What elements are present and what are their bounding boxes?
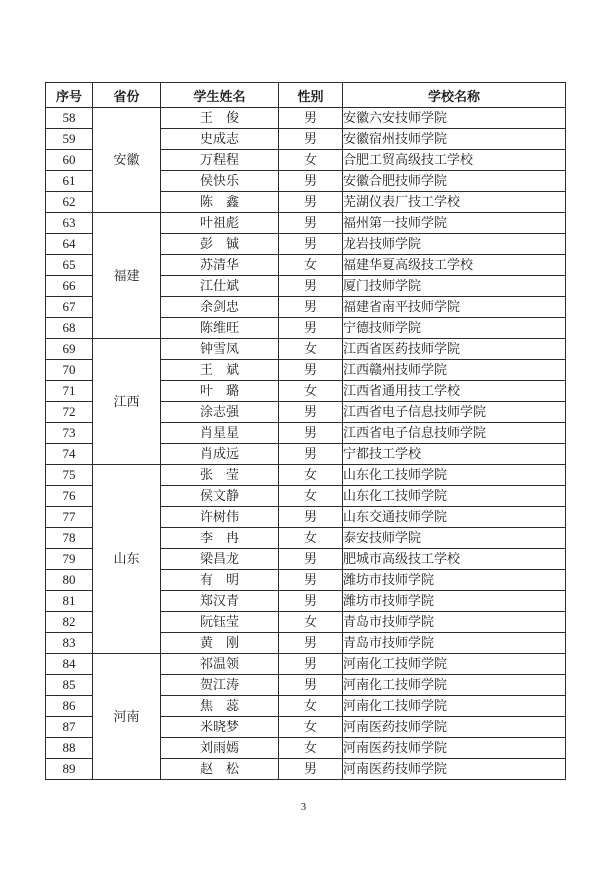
- student-name-cell: 梁昌龙: [161, 549, 279, 570]
- student-name-cell: 叶 璐: [161, 381, 279, 402]
- student-name-cell: 苏清华: [161, 255, 279, 276]
- province-cell: 山东: [93, 465, 161, 654]
- gender-cell: 男: [279, 507, 343, 528]
- school-name-cell: 河南化工技师学院: [343, 696, 566, 717]
- serial-number-cell: 61: [46, 171, 93, 192]
- gender-cell: 男: [279, 276, 343, 297]
- serial-number-cell: 65: [46, 255, 93, 276]
- serial-number-cell: 86: [46, 696, 93, 717]
- student-name-cell: 米晓梦: [161, 717, 279, 738]
- student-name-cell: 涂志强: [161, 402, 279, 423]
- school-name-cell: 潍坊市技师学院: [343, 591, 566, 612]
- school-name-cell: 河南医药技师学院: [343, 738, 566, 759]
- student-name-cell: 张 莹: [161, 465, 279, 486]
- gender-cell: 男: [279, 444, 343, 465]
- table-row: [46, 465, 566, 486]
- school-name-cell: 河南医药技师学院: [343, 759, 566, 780]
- school-name-cell: 江西省通用技工学校: [343, 381, 566, 402]
- student-name-cell: 江仕斌: [161, 276, 279, 297]
- serial-number-cell: 80: [46, 570, 93, 591]
- gender-cell: 男: [279, 213, 343, 234]
- table-row: [46, 213, 566, 234]
- gender-cell: 女: [279, 486, 343, 507]
- gender-cell: 女: [279, 339, 343, 360]
- school-name-cell: 福州第一技师学院: [343, 213, 566, 234]
- gender-cell: 男: [279, 234, 343, 255]
- school-name-cell: 江西省电子信息技师学院: [343, 402, 566, 423]
- gender-cell: 女: [279, 255, 343, 276]
- gender-cell: 男: [279, 654, 343, 675]
- serial-number-cell: 75: [46, 465, 93, 486]
- school-name-cell: 江西省电子信息技师学院: [343, 423, 566, 444]
- serial-number-cell: 59: [46, 129, 93, 150]
- student-name-cell: 贺江涛: [161, 675, 279, 696]
- roster-body: [46, 108, 566, 780]
- school-name-cell: 河南医药技师学院: [343, 717, 566, 738]
- student-name-cell: 郑汉青: [161, 591, 279, 612]
- student-name-cell: 李 冉: [161, 528, 279, 549]
- student-name-cell: 史成志: [161, 129, 279, 150]
- gender-cell: 男: [279, 192, 343, 213]
- school-name-cell: 福建华夏高级技工学校: [343, 255, 566, 276]
- school-name-cell: 福建省南平技师学院: [343, 297, 566, 318]
- serial-number-cell: 60: [46, 150, 93, 171]
- header-serial-number: 序号: [46, 83, 93, 108]
- student-name-cell: 钟雪凤: [161, 339, 279, 360]
- header-row: [46, 83, 566, 108]
- school-name-cell: 龙岩技师学院: [343, 234, 566, 255]
- gender-cell: 男: [279, 423, 343, 444]
- serial-number-cell: 63: [46, 213, 93, 234]
- student-name-cell: 阮钰莹: [161, 612, 279, 633]
- student-name-cell: 赵 松: [161, 759, 279, 780]
- header-gender: 性别: [279, 83, 343, 108]
- gender-cell: 女: [279, 738, 343, 759]
- gender-cell: 女: [279, 717, 343, 738]
- school-name-cell: 江西省医药技师学院: [343, 339, 566, 360]
- gender-cell: 男: [279, 129, 343, 150]
- header-school-name: 学校名称: [343, 83, 566, 108]
- school-name-cell: 安徽宿州技师学院: [343, 129, 566, 150]
- school-name-cell: 潍坊市技师学院: [343, 570, 566, 591]
- gender-cell: 女: [279, 612, 343, 633]
- gender-cell: 男: [279, 360, 343, 381]
- student-name-cell: 肖成远: [161, 444, 279, 465]
- serial-number-cell: 89: [46, 759, 93, 780]
- student-name-cell: 余剑忠: [161, 297, 279, 318]
- gender-cell: 女: [279, 150, 343, 171]
- serial-number-cell: 82: [46, 612, 93, 633]
- school-name-cell: 青岛市技师学院: [343, 612, 566, 633]
- gender-cell: 男: [279, 549, 343, 570]
- serial-number-cell: 83: [46, 633, 93, 654]
- gender-cell: 女: [279, 528, 343, 549]
- serial-number-cell: 69: [46, 339, 93, 360]
- school-name-cell: 厦门技师学院: [343, 276, 566, 297]
- serial-number-cell: 66: [46, 276, 93, 297]
- header-student-name: 学生姓名: [161, 83, 279, 108]
- serial-number-cell: 81: [46, 591, 93, 612]
- student-name-cell: 祁温领: [161, 654, 279, 675]
- gender-cell: 女: [279, 465, 343, 486]
- school-name-cell: 山东化工技师学院: [343, 486, 566, 507]
- student-name-cell: 叶祖彪: [161, 213, 279, 234]
- header-province: 省份: [93, 83, 161, 108]
- serial-number-cell: 76: [46, 486, 93, 507]
- serial-number-cell: 64: [46, 234, 93, 255]
- gender-cell: 男: [279, 675, 343, 696]
- gender-cell: 女: [279, 696, 343, 717]
- student-name-cell: 焦 蕊: [161, 696, 279, 717]
- student-name-cell: 陈维旺: [161, 318, 279, 339]
- school-name-cell: 河南化工技师学院: [343, 675, 566, 696]
- school-name-cell: 合肥工贸高级技工学校: [343, 150, 566, 171]
- gender-cell: 男: [279, 633, 343, 654]
- serial-number-cell: 78: [46, 528, 93, 549]
- serial-number-cell: 58: [46, 108, 93, 129]
- serial-number-cell: 84: [46, 654, 93, 675]
- school-name-cell: 宁都技工学校: [343, 444, 566, 465]
- student-name-cell: 陈 鑫: [161, 192, 279, 213]
- province-cell: 安徽: [93, 108, 161, 213]
- student-name-cell: 侯文静: [161, 486, 279, 507]
- student-name-cell: 黄 刚: [161, 633, 279, 654]
- school-name-cell: 安徽六安技师学院: [343, 108, 566, 129]
- serial-number-cell: 72: [46, 402, 93, 423]
- student-name-cell: 万程程: [161, 150, 279, 171]
- school-name-cell: 芜湖仪表厂技工学校: [343, 192, 566, 213]
- school-name-cell: 河南化工技师学院: [343, 654, 566, 675]
- province-cell: 福建: [93, 213, 161, 339]
- gender-cell: 男: [279, 171, 343, 192]
- student-name-cell: 刘雨嫣: [161, 738, 279, 759]
- student-name-cell: 有 明: [161, 570, 279, 591]
- serial-number-cell: 87: [46, 717, 93, 738]
- table-row: [46, 654, 566, 675]
- school-name-cell: 肥城市高级技工学校: [343, 549, 566, 570]
- table-header: [46, 83, 566, 108]
- gender-cell: 男: [279, 759, 343, 780]
- gender-cell: 男: [279, 570, 343, 591]
- serial-number-cell: 62: [46, 192, 93, 213]
- school-name-cell: 江西赣州技师学院: [343, 360, 566, 381]
- school-name-cell: 安徽合肥技师学院: [343, 171, 566, 192]
- school-name-cell: 山东化工技师学院: [343, 465, 566, 486]
- student-roster-table: [45, 82, 566, 780]
- serial-number-cell: 85: [46, 675, 93, 696]
- serial-number-cell: 79: [46, 549, 93, 570]
- student-name-cell: 彭 铖: [161, 234, 279, 255]
- serial-number-cell: 74: [46, 444, 93, 465]
- serial-number-cell: 67: [46, 297, 93, 318]
- student-name-cell: 王 斌: [161, 360, 279, 381]
- province-cell: 江西: [93, 339, 161, 465]
- serial-number-cell: 70: [46, 360, 93, 381]
- gender-cell: 男: [279, 591, 343, 612]
- table-row: [46, 339, 566, 360]
- serial-number-cell: 73: [46, 423, 93, 444]
- gender-cell: 男: [279, 108, 343, 129]
- gender-cell: 男: [279, 402, 343, 423]
- gender-cell: 男: [279, 318, 343, 339]
- serial-number-cell: 68: [46, 318, 93, 339]
- student-name-cell: 王 俊: [161, 108, 279, 129]
- student-name-cell: 侯快乐: [161, 171, 279, 192]
- student-name-cell: 肖星星: [161, 423, 279, 444]
- school-name-cell: 青岛市技师学院: [343, 633, 566, 654]
- table-row: [46, 108, 566, 129]
- province-cell: 河南: [93, 654, 161, 780]
- school-name-cell: 山东交通技师学院: [343, 507, 566, 528]
- page-number: 3: [300, 801, 307, 813]
- school-name-cell: 泰安技师学院: [343, 528, 566, 549]
- student-name-cell: 许树伟: [161, 507, 279, 528]
- gender-cell: 女: [279, 381, 343, 402]
- school-name-cell: 宁德技师学院: [343, 318, 566, 339]
- serial-number-cell: 71: [46, 381, 93, 402]
- serial-number-cell: 77: [46, 507, 93, 528]
- gender-cell: 男: [279, 297, 343, 318]
- serial-number-cell: 88: [46, 738, 93, 759]
